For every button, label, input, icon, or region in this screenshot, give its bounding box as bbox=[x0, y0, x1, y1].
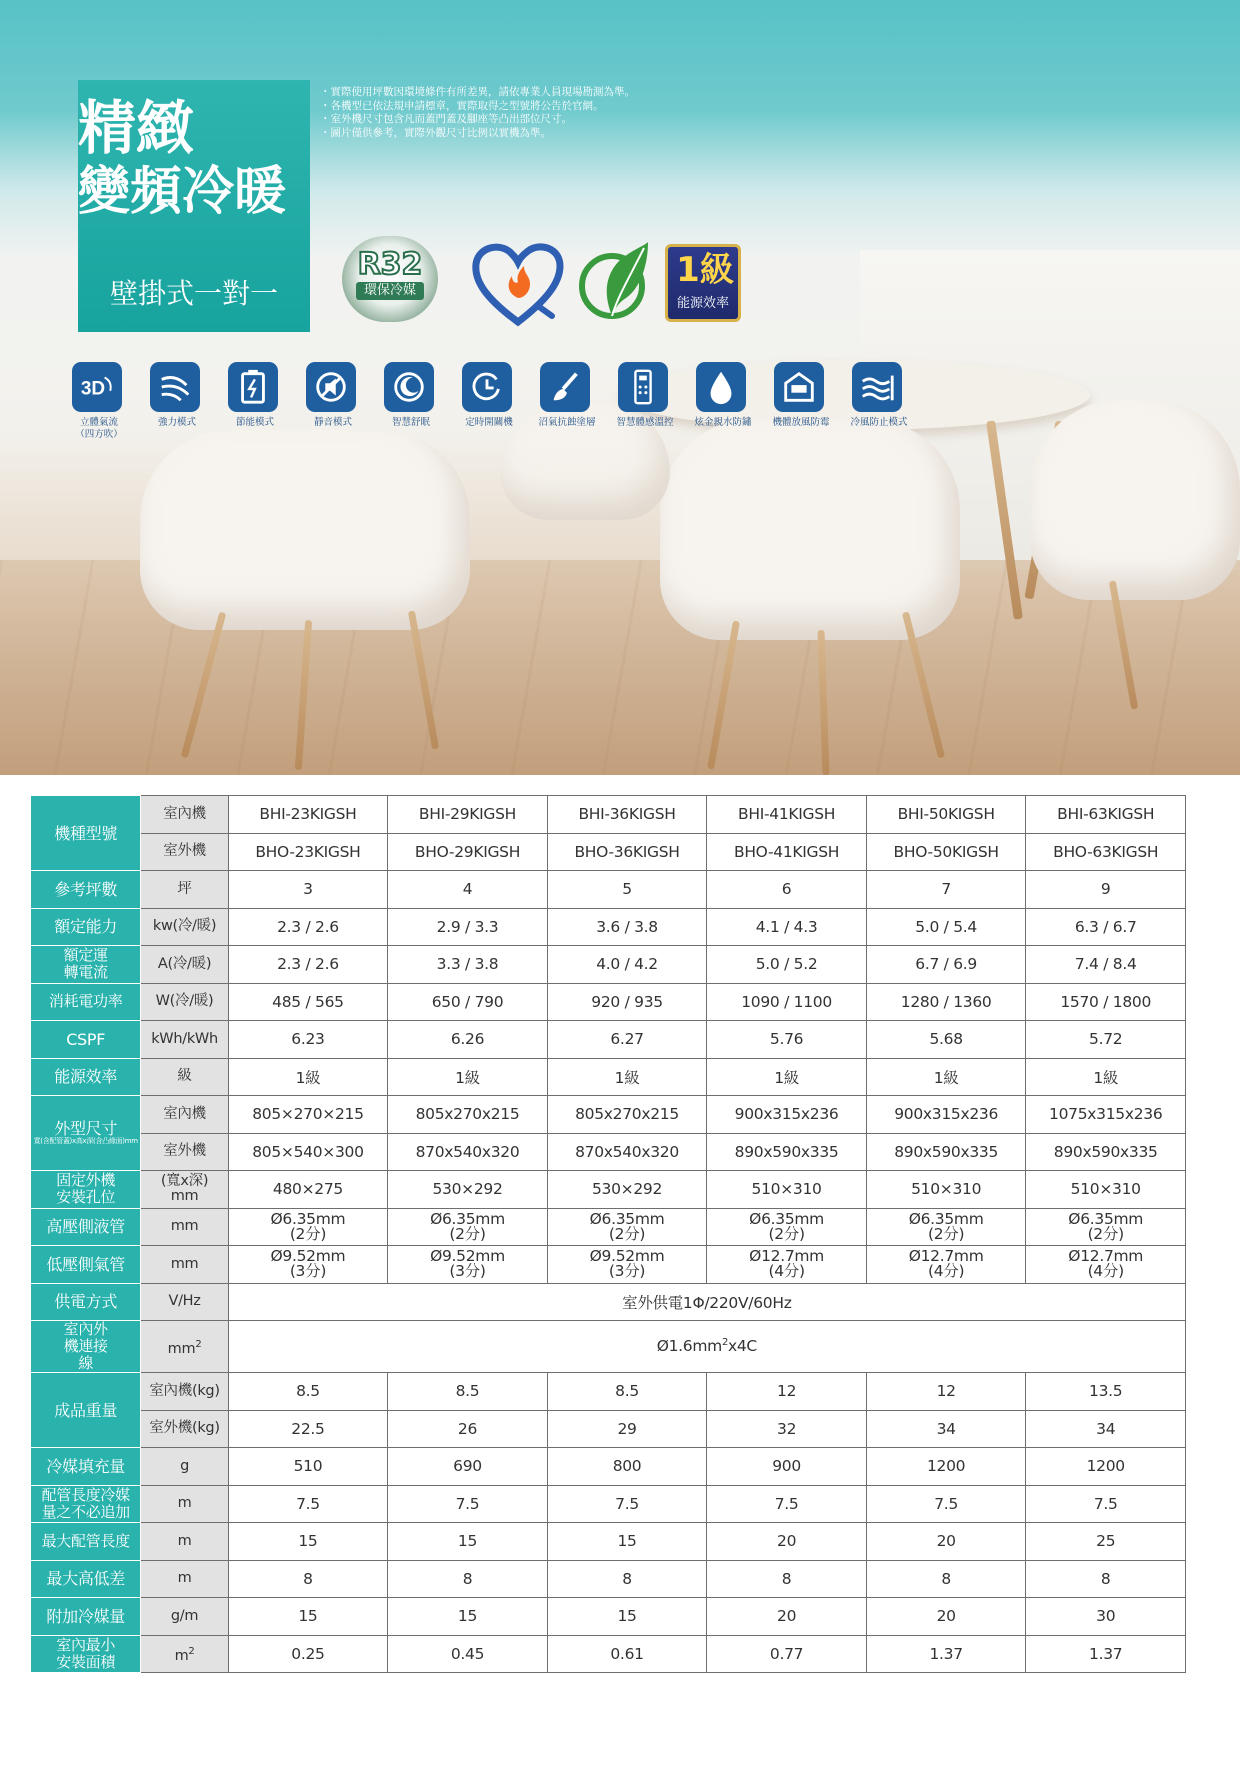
pipe-fraction: (4分) bbox=[768, 1262, 805, 1281]
feature-icon-row bbox=[60, 362, 920, 442]
spec-table bbox=[30, 795, 1186, 1673]
cell: 8 bbox=[866, 1560, 1026, 1598]
coating-brush-icon bbox=[540, 362, 590, 412]
row-unit: g bbox=[141, 1448, 228, 1486]
cell: 1075x315x236 bbox=[1026, 1096, 1186, 1134]
indoor-model: BHI-41KIGSH bbox=[707, 796, 867, 834]
row-unit: V/Hz bbox=[141, 1283, 228, 1321]
cell: 805x270x215 bbox=[547, 1096, 707, 1134]
pipe-size: Ø6.35mm bbox=[749, 1209, 824, 1228]
cell bbox=[388, 1208, 548, 1246]
feature-label: 立體氣流 bbox=[79, 417, 118, 428]
outdoor-unit-label: 室外機 bbox=[141, 1133, 228, 1171]
table-row bbox=[31, 1598, 1186, 1636]
cell: 25 bbox=[1026, 1523, 1186, 1561]
row-header: 配管長度冷媒量之不必追加 bbox=[31, 1485, 141, 1523]
pipe-size: Ø12.7mm bbox=[908, 1247, 984, 1266]
feature-label: 智慧舒眠 bbox=[391, 417, 430, 428]
cell: 7.5 bbox=[228, 1485, 388, 1523]
cell: 15 bbox=[547, 1598, 707, 1636]
cell: 3.3 / 3.8 bbox=[388, 946, 548, 984]
row-header: 固定外機安裝孔位 bbox=[31, 1171, 141, 1209]
wire-value-b: x4C bbox=[728, 1337, 757, 1356]
row-header: CSPF bbox=[31, 1021, 141, 1059]
cell: 510×310 bbox=[866, 1171, 1026, 1209]
green-mark-leaf-icon bbox=[574, 236, 654, 328]
indoor-model: BHI-50KIGSH bbox=[866, 796, 1026, 834]
dimension-sublabel: 寬(含配管蓋)x高x深(含凸緣面)mm bbox=[33, 1137, 138, 1145]
cell: 800 bbox=[547, 1448, 707, 1486]
cell: 7.4 / 8.4 bbox=[1026, 946, 1186, 984]
cell: 8.5 bbox=[547, 1373, 707, 1411]
pipe-size: Ø6.35mm bbox=[908, 1209, 984, 1228]
cell: 1280 / 1360 bbox=[866, 983, 1026, 1021]
indoor-model: BHI-36KIGSH bbox=[547, 796, 707, 834]
cell: 6 bbox=[707, 871, 867, 909]
cell: 12 bbox=[707, 1373, 867, 1411]
cell: 6.23 bbox=[228, 1021, 388, 1059]
cell: 805x270x215 bbox=[388, 1096, 548, 1134]
pipe-fraction: (2分) bbox=[1087, 1224, 1124, 1243]
power-value: 室外供電1Φ/220V/60Hz bbox=[228, 1283, 1185, 1321]
cell: 870x540x320 bbox=[547, 1133, 707, 1171]
title-line-1: 精緻 bbox=[78, 94, 195, 162]
feature-label: 炫金親水防鏽 bbox=[694, 417, 752, 428]
cell: 9 bbox=[1026, 871, 1186, 909]
indoor-unit-label: 室內機 bbox=[141, 796, 228, 834]
cell: 8 bbox=[1026, 1560, 1186, 1598]
svg-text:3D: 3D bbox=[80, 378, 106, 400]
battery-icon bbox=[228, 362, 278, 412]
cell: 1級 bbox=[707, 1058, 867, 1096]
cell bbox=[707, 1208, 867, 1246]
cell: 8 bbox=[388, 1560, 548, 1598]
note-line: ・各機型已依法規申請標章，實際取得之型號將公告於官網。 bbox=[320, 99, 604, 112]
pipe-size: Ø9.52mm bbox=[589, 1247, 665, 1266]
row-unit: 室內機(kg) bbox=[141, 1373, 228, 1411]
row-unit: m bbox=[141, 1560, 228, 1598]
cell: 20 bbox=[866, 1523, 1026, 1561]
unit-line: mm bbox=[170, 1188, 199, 1205]
feature-label: 機體放風防霉 bbox=[772, 417, 830, 428]
cell: 15 bbox=[547, 1523, 707, 1561]
cell: 510×310 bbox=[707, 1171, 867, 1209]
pipe-fraction: (3分) bbox=[449, 1262, 486, 1281]
cell bbox=[547, 1246, 707, 1284]
pipe-fraction: (4分) bbox=[1087, 1262, 1124, 1281]
table-row bbox=[31, 983, 1186, 1021]
cell bbox=[228, 1246, 388, 1284]
unit-sup: 2 bbox=[188, 1645, 195, 1657]
mute-icon bbox=[306, 362, 356, 412]
hero-banner bbox=[0, 0, 1240, 775]
table-row bbox=[31, 1021, 1186, 1059]
cell: 1570 / 1800 bbox=[1026, 983, 1186, 1021]
wire-value-a: Ø1.6mm bbox=[656, 1337, 722, 1356]
cell: 3 bbox=[228, 871, 388, 909]
row-header: 冷媒填充量 bbox=[31, 1448, 141, 1486]
row-unit: kw(冷/暖) bbox=[141, 908, 228, 946]
cell: 32 bbox=[707, 1410, 867, 1448]
row-unit: 室外機(kg) bbox=[141, 1410, 228, 1448]
cell: 6.3 / 6.7 bbox=[1026, 908, 1186, 946]
cell: 8.5 bbox=[228, 1373, 388, 1411]
pipe-size: Ø12.7mm bbox=[1068, 1247, 1144, 1266]
disclaimer-notes bbox=[320, 86, 800, 140]
pipe-fraction: (2分) bbox=[768, 1224, 805, 1243]
cell: 7.5 bbox=[707, 1485, 867, 1523]
cell: 690 bbox=[388, 1448, 548, 1486]
cell bbox=[388, 1246, 548, 1284]
cell: 805×540×300 bbox=[228, 1133, 388, 1171]
unit-sup: 2 bbox=[195, 1338, 202, 1350]
cell: 8 bbox=[228, 1560, 388, 1598]
remote-icon bbox=[618, 362, 668, 412]
table-row bbox=[31, 796, 1186, 834]
indoor-unit-label: 室內機 bbox=[141, 1096, 228, 1134]
table-row bbox=[31, 1246, 1186, 1284]
cell: 900x315x236 bbox=[866, 1096, 1026, 1134]
timer-icon bbox=[462, 362, 512, 412]
cell: 8 bbox=[707, 1560, 867, 1598]
row-header: 供電方式 bbox=[31, 1283, 141, 1321]
r32-text: R32 bbox=[357, 247, 423, 282]
outdoor-model: BHO-50KIGSH bbox=[866, 833, 1026, 871]
table-row bbox=[31, 1635, 1186, 1673]
cell: 22.5 bbox=[228, 1410, 388, 1448]
cell bbox=[228, 1208, 388, 1246]
pipe-size: Ø6.35mm bbox=[270, 1209, 346, 1228]
3d-airflow-icon bbox=[72, 362, 122, 412]
note-line: ・實際使用坪數因環境條件有所差異，請依專業人員現場勘測為準。 bbox=[320, 86, 635, 98]
row-header: 消耗電功率 bbox=[31, 983, 141, 1021]
cell: 510×310 bbox=[1026, 1171, 1186, 1209]
indoor-model: BHI-29KIGSH bbox=[388, 796, 548, 834]
pipe-size: Ø6.35mm bbox=[430, 1209, 505, 1228]
cell: 34 bbox=[866, 1410, 1026, 1448]
cell: 0.77 bbox=[707, 1635, 867, 1673]
chair-left bbox=[140, 430, 470, 630]
cell: 890x590x335 bbox=[707, 1133, 867, 1171]
feature-label: 強力模式 bbox=[157, 417, 196, 428]
table-row bbox=[31, 1171, 1186, 1209]
feature-label: 冷風防止模式 bbox=[850, 417, 908, 428]
cell: 480×275 bbox=[228, 1171, 388, 1209]
row-unit bbox=[141, 1171, 228, 1209]
pipe-fraction: (2分) bbox=[449, 1224, 486, 1243]
row-unit: g/m bbox=[141, 1598, 228, 1636]
cell: 1.37 bbox=[1026, 1635, 1186, 1673]
cell: 1級 bbox=[1026, 1058, 1186, 1096]
mold-guard-icon bbox=[774, 362, 824, 412]
cell: 530×292 bbox=[388, 1171, 548, 1209]
cell: 8 bbox=[547, 1560, 707, 1598]
row-unit: mm bbox=[141, 1208, 228, 1246]
cell: 7.5 bbox=[388, 1485, 548, 1523]
table-row bbox=[31, 946, 1186, 984]
note-line: ・室外機尺寸包含凡而蓋門蓋及腳座等凸出部位尺寸。 bbox=[320, 113, 572, 125]
indoor-model: BHI-23KIGSH bbox=[228, 796, 388, 834]
pipe-fraction: (3分) bbox=[608, 1262, 646, 1281]
cell: 20 bbox=[707, 1598, 867, 1636]
cell: 7.5 bbox=[866, 1485, 1026, 1523]
cell: 15 bbox=[228, 1523, 388, 1561]
cell: 920 / 935 bbox=[547, 983, 707, 1021]
cell: 1級 bbox=[388, 1058, 548, 1096]
cell: 5.68 bbox=[866, 1021, 1026, 1059]
eco-refrigerant-text: 環保冷媒 bbox=[356, 282, 424, 300]
wire-value-sup: 2 bbox=[721, 1337, 728, 1349]
row-unit: m bbox=[141, 1485, 228, 1523]
outdoor-model: BHO-36KIGSH bbox=[547, 833, 707, 871]
cell: 15 bbox=[388, 1598, 548, 1636]
outdoor-model: BHO-63KIGSH bbox=[1026, 833, 1186, 871]
energy-level-1-badge bbox=[665, 244, 741, 322]
cell: 0.25 bbox=[228, 1635, 388, 1673]
wire-value bbox=[228, 1321, 1185, 1373]
row-header: 最大高低差 bbox=[31, 1560, 141, 1598]
row-unit: 坪 bbox=[141, 871, 228, 909]
cell: 15 bbox=[228, 1598, 388, 1636]
row-unit: m bbox=[141, 1523, 228, 1561]
cell bbox=[707, 1246, 867, 1284]
feature-label: 節能模式 bbox=[235, 417, 274, 428]
cell: 1級 bbox=[547, 1058, 707, 1096]
note-line: ・圖片僅供參考，實際外觀尺寸比例以實機為準。 bbox=[320, 126, 551, 139]
pipe-size: Ø9.52mm bbox=[430, 1247, 505, 1266]
row-header: 附加冷媒量 bbox=[31, 1598, 141, 1636]
anti-draft-icon bbox=[852, 362, 902, 412]
cell: 7 bbox=[866, 871, 1026, 909]
row-header: 能源效率 bbox=[31, 1058, 141, 1096]
table-row bbox=[31, 1058, 1186, 1096]
cell: 5.76 bbox=[707, 1021, 867, 1059]
cell: 2.3 / 2.6 bbox=[228, 946, 388, 984]
title-line-2: 變頻冷暖 bbox=[78, 162, 287, 222]
cell: 26 bbox=[388, 1410, 548, 1448]
cell: 1090 / 1100 bbox=[707, 983, 867, 1021]
row-unit bbox=[141, 1321, 228, 1373]
feature-label: 智慧體感溫控 bbox=[616, 417, 674, 428]
table-row bbox=[31, 871, 1186, 909]
row-unit: 級 bbox=[141, 1058, 228, 1096]
cell bbox=[866, 1246, 1026, 1284]
cell: 13.5 bbox=[1026, 1373, 1186, 1411]
table-row bbox=[31, 1448, 1186, 1486]
cell bbox=[1026, 1208, 1186, 1246]
cell: 1.37 bbox=[866, 1635, 1026, 1673]
cell bbox=[547, 1208, 707, 1246]
feature-label: 靜音模式 bbox=[313, 417, 352, 428]
unit-line: (寬x深) bbox=[160, 1173, 209, 1190]
dimension-label: 外型尺寸 bbox=[54, 1119, 118, 1138]
pipe-fraction: (3分) bbox=[289, 1262, 327, 1281]
table-row bbox=[31, 1208, 1186, 1246]
row-header: 高壓側液管 bbox=[31, 1208, 141, 1246]
row-header: 室內最小安裝面積 bbox=[31, 1635, 141, 1673]
table-row bbox=[31, 833, 1186, 871]
cell: 20 bbox=[707, 1523, 867, 1561]
table-row bbox=[31, 1560, 1186, 1598]
row-unit: mm bbox=[141, 1246, 228, 1284]
cell: 900x315x236 bbox=[707, 1096, 867, 1134]
table-row bbox=[31, 1133, 1186, 1171]
row-header: 額定運轉電流 bbox=[31, 946, 141, 984]
cell: 5.0 / 5.4 bbox=[866, 908, 1026, 946]
weight-header: 成品重量 bbox=[31, 1373, 141, 1448]
cell: 4.0 / 4.2 bbox=[547, 946, 707, 984]
outdoor-unit-label: 室外機 bbox=[141, 833, 228, 871]
cell: 2.3 / 2.6 bbox=[228, 908, 388, 946]
row-header: 參考坪數 bbox=[31, 871, 141, 909]
row-header: 額定能力 bbox=[31, 908, 141, 946]
table-row bbox=[31, 908, 1186, 946]
indoor-model: BHI-63KIGSH bbox=[1026, 796, 1186, 834]
chair-center bbox=[660, 420, 960, 640]
cell: 29 bbox=[547, 1410, 707, 1448]
cell: 900 bbox=[707, 1448, 867, 1486]
outdoor-model: BHO-23KIGSH bbox=[228, 833, 388, 871]
table-row bbox=[31, 1410, 1186, 1448]
cell: 4 bbox=[388, 871, 548, 909]
r32-refrigerant-badge bbox=[342, 236, 438, 322]
pipe-fraction: (2分) bbox=[608, 1224, 646, 1243]
row-unit: W(冷/暖) bbox=[141, 983, 228, 1021]
cell: 890x590x335 bbox=[866, 1133, 1026, 1171]
cell: 485 / 565 bbox=[228, 983, 388, 1021]
gas-safety-heart-icon bbox=[468, 236, 568, 328]
outdoor-model: BHO-41KIGSH bbox=[707, 833, 867, 871]
unit-text: mm bbox=[167, 1340, 196, 1357]
cell: 12 bbox=[866, 1373, 1026, 1411]
row-unit: A(冷/暖) bbox=[141, 946, 228, 984]
cell: 650 / 790 bbox=[388, 983, 548, 1021]
title-panel bbox=[78, 80, 310, 332]
cell: 1200 bbox=[866, 1448, 1026, 1486]
pipe-size: Ø9.52mm bbox=[270, 1247, 346, 1266]
row-header: 低壓側氣管 bbox=[31, 1246, 141, 1284]
row-unit: kWh/kWh bbox=[141, 1021, 228, 1059]
dimension-header bbox=[31, 1096, 141, 1171]
energy-efficiency-text: 能源效率 bbox=[676, 296, 729, 311]
cell: 870x540x320 bbox=[388, 1133, 548, 1171]
subtitle: 壁掛式一對一 bbox=[109, 277, 278, 310]
cell bbox=[866, 1208, 1026, 1246]
pipe-fraction: (2分) bbox=[928, 1224, 965, 1243]
cell bbox=[1026, 1246, 1186, 1284]
cell: 15 bbox=[388, 1523, 548, 1561]
cell: 510 bbox=[228, 1448, 388, 1486]
row-header: 室內外機連接線 bbox=[31, 1321, 141, 1373]
table-row bbox=[31, 1523, 1186, 1561]
cell: 805×270×215 bbox=[228, 1096, 388, 1134]
unit-text: m bbox=[174, 1647, 189, 1664]
turbo-wind-icon bbox=[150, 362, 200, 412]
pipe-size: Ø6.35mm bbox=[1068, 1209, 1144, 1228]
cell: 34 bbox=[1026, 1410, 1186, 1448]
feature-label: 沼氣抗蝕塗層 bbox=[538, 417, 596, 428]
water-drop-icon bbox=[696, 362, 746, 412]
cell: 6.26 bbox=[388, 1021, 548, 1059]
pipe-fraction: (4分) bbox=[928, 1262, 965, 1281]
sleep-icon bbox=[384, 362, 434, 412]
table-row bbox=[31, 1373, 1186, 1411]
level-text: 1級 bbox=[676, 250, 734, 290]
cell: 6.27 bbox=[547, 1021, 707, 1059]
pipe-size: Ø6.35mm bbox=[589, 1209, 665, 1228]
table-row bbox=[31, 1485, 1186, 1523]
pipe-fraction: (2分) bbox=[289, 1224, 327, 1243]
pipe-size: Ø12.7mm bbox=[749, 1247, 824, 1266]
cell: 890x590x335 bbox=[1026, 1133, 1186, 1171]
row-unit bbox=[141, 1635, 228, 1673]
feature-label-sub: （四方吹） bbox=[75, 429, 123, 440]
cell: 30 bbox=[1026, 1598, 1186, 1636]
cell: 3.6 / 3.8 bbox=[547, 908, 707, 946]
cell: 1級 bbox=[866, 1058, 1026, 1096]
table-row bbox=[31, 1283, 1186, 1321]
cell: 4.1 / 4.3 bbox=[707, 908, 867, 946]
cell: 530×292 bbox=[547, 1171, 707, 1209]
cell: 2.9 / 3.3 bbox=[388, 908, 548, 946]
table-row bbox=[31, 1096, 1186, 1134]
cell: 1200 bbox=[1026, 1448, 1186, 1486]
outdoor-model: BHO-29KIGSH bbox=[388, 833, 548, 871]
cell: 5.72 bbox=[1026, 1021, 1186, 1059]
model-header: 機種型號 bbox=[31, 796, 141, 871]
row-header: 最大配管長度 bbox=[31, 1523, 141, 1561]
cell: 7.5 bbox=[1026, 1485, 1186, 1523]
chair-right bbox=[1030, 400, 1240, 600]
cell: 1級 bbox=[228, 1058, 388, 1096]
cell: 0.61 bbox=[547, 1635, 707, 1673]
cell: 7.5 bbox=[547, 1485, 707, 1523]
feature-label: 定時開關機 bbox=[465, 417, 513, 428]
cell: 0.45 bbox=[388, 1635, 548, 1673]
cell: 8.5 bbox=[388, 1373, 548, 1411]
cell: 5.0 / 5.2 bbox=[707, 946, 867, 984]
cell: 5 bbox=[547, 871, 707, 909]
cell: 20 bbox=[866, 1598, 1026, 1636]
cell: 6.7 / 6.9 bbox=[866, 946, 1026, 984]
table-row bbox=[31, 1321, 1186, 1373]
